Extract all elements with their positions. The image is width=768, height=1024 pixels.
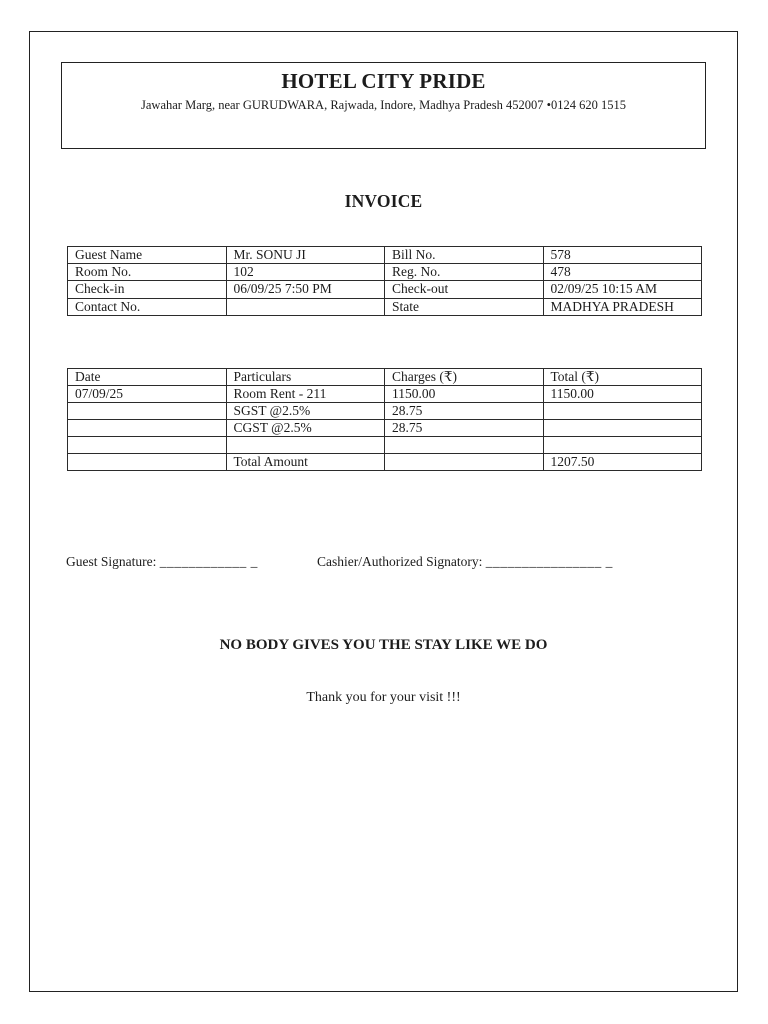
charge-total-cell: [543, 437, 702, 454]
guest-info-row: [68, 298, 702, 315]
column-header-particulars: Particulars: [226, 369, 385, 386]
hotel-header-box: [61, 62, 706, 149]
column-header-total: Total (₹): [543, 369, 702, 386]
state-value: MADHYA PRADESH: [543, 298, 702, 315]
cashier-signature-label: Cashier/Authorized Signatory:: [317, 554, 483, 569]
total-amount-row: [68, 453, 702, 470]
hotel-address: Jawahar Marg, near GURUDWARA, Rajwada, Indore, Madhya Pradesh 452007 •0124 620 1515: [141, 98, 626, 112]
thank-you-note: Thank you for your visit !!!: [306, 690, 461, 705]
invoice-page: [29, 31, 738, 992]
charge-date-cell: [68, 437, 227, 454]
charge-row: [68, 386, 702, 403]
charge-amount-cell: 1150.00: [385, 386, 544, 403]
guest-info-row: [68, 247, 702, 264]
bill-no-label: Bill No.: [385, 247, 544, 264]
charge-particulars-cell: CGST @2.5%: [226, 420, 385, 437]
charges-table: [67, 368, 702, 471]
total-amount-value: 1207.50: [543, 453, 702, 470]
hotel-name: HOTEL CITY PRIDE: [281, 69, 486, 93]
cashier-signature: [317, 554, 613, 570]
bill-no-value: 578: [543, 247, 702, 264]
charge-particulars-cell: Room Rent - 211: [226, 386, 385, 403]
guest-signature-line: ____________ _: [159, 554, 258, 569]
charge-amount-cell: 28.75: [385, 420, 544, 437]
charge-row: [68, 420, 702, 437]
charge-total-cell: 1150.00: [543, 386, 702, 403]
charge-particulars-cell: SGST @2.5%: [226, 403, 385, 420]
charge-date-cell: [68, 453, 227, 470]
charge-date-cell: [68, 403, 227, 420]
state-label: State: [385, 298, 544, 315]
guest-info-row: [68, 264, 702, 281]
check-in-label: Check-in: [68, 281, 227, 298]
charge-amount-cell: [385, 453, 544, 470]
hotel-tagline: NO BODY GIVES YOU THE STAY LIKE WE DO: [219, 637, 548, 653]
charge-date-cell: 07/09/25: [68, 386, 227, 403]
check-in-value: 06/09/25 7:50 PM: [226, 281, 385, 298]
contact-no-value: [226, 298, 385, 315]
total-amount-label: Total Amount: [226, 453, 385, 470]
guest-signature: [66, 554, 258, 570]
guest-info-table: [67, 246, 702, 316]
guest-name-value: Mr. SONU JI: [226, 247, 385, 264]
charges-header-row: [68, 369, 702, 386]
room-no-label: Room No.: [68, 264, 227, 281]
charge-date-cell: [68, 420, 227, 437]
charge-total-cell: [543, 403, 702, 420]
charge-row: [68, 437, 702, 454]
cashier-signature-line: ________________ _: [485, 554, 613, 569]
check-out-label: Check-out: [385, 281, 544, 298]
guest-info-row: [68, 281, 702, 298]
charge-particulars-cell: [226, 437, 385, 454]
document-title: INVOICE: [344, 191, 423, 211]
reg-no-label: Reg. No.: [385, 264, 544, 281]
reg-no-value: 478: [543, 264, 702, 281]
guest-name-label: Guest Name: [68, 247, 227, 264]
charge-amount-cell: [385, 437, 544, 454]
contact-no-label: Contact No.: [68, 298, 227, 315]
column-header-date: Date: [68, 369, 227, 386]
column-header-charges: Charges (₹): [385, 369, 544, 386]
charge-row: [68, 403, 702, 420]
check-out-value: 02/09/25 10:15 AM: [543, 281, 702, 298]
room-no-value: 102: [226, 264, 385, 281]
charge-amount-cell: 28.75: [385, 403, 544, 420]
charge-total-cell: [543, 420, 702, 437]
guest-signature-label: Guest Signature:: [66, 554, 157, 569]
